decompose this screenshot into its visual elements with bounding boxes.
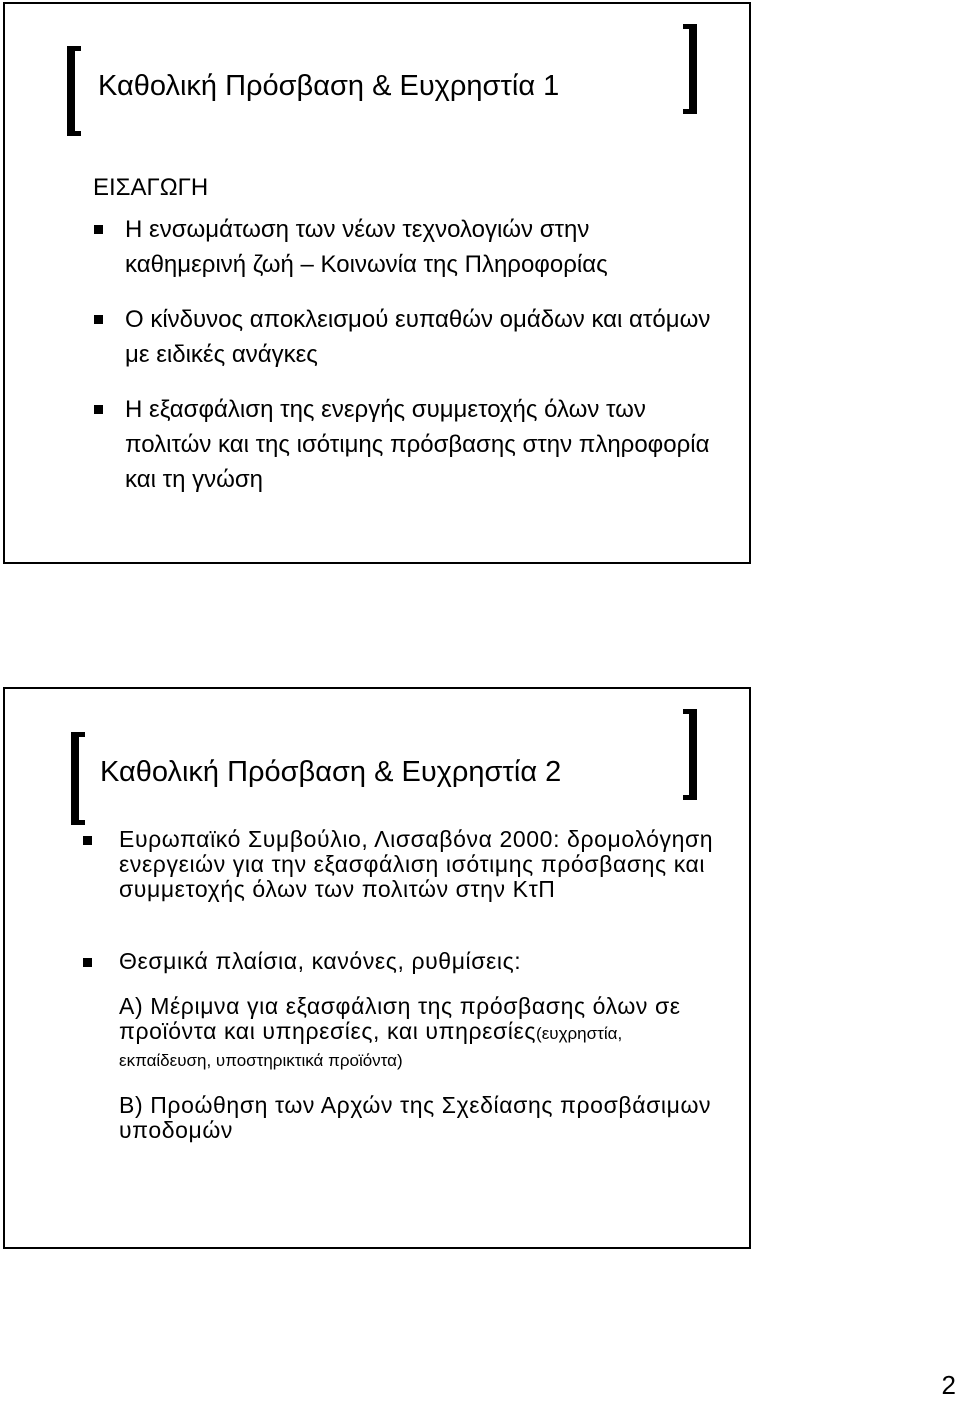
slide-title: Καθολική Πρόσβαση & Ευχρηστία 2 [100, 756, 562, 788]
bullet-sub-a: Α) Μέριμνα για εξασφάλιση της πρόσβασης όλων σε προϊόντα και υπηρεσίες, και υπηρεσίες [119, 993, 681, 1044]
bullet-text: Η ενσωμάτωση των νέων τεχνολογιών στην καθημερινή ζωή – Κοινωνία της Πληροφορίας [125, 216, 608, 278]
bullet-sub-b: Β) Προώθηση των Αρχών της Σχεδίασης προσβάσιμων υποδομών [119, 1092, 712, 1143]
bullet-item [5, 392, 715, 497]
square-bullet-icon [94, 405, 103, 414]
bullet-item [5, 212, 715, 282]
bullet-item [5, 949, 719, 1143]
title-left-bracket [67, 46, 81, 136]
bullet-heading: Θεσμικά πλαίσια, κανόνες, ρυθμίσεις: [119, 948, 522, 974]
square-bullet-icon [94, 225, 103, 234]
bullet-text: Η εξασφάλιση της ενεργής συμμετοχής όλων των πολιτών και της ισότιμης πρόσβασης στην πληροφορία και τη γνώση [125, 396, 710, 493]
title-right-bracket [683, 709, 697, 800]
bullet-item [5, 827, 719, 902]
section-label: ΕΙΣΑΓΩΓΗ [93, 174, 209, 201]
bullet-list [5, 827, 753, 1143]
bullet-text: Ο κίνδυνος αποκλεισμού ευπαθών ομάδων και ατόμων με ειδικές ανάγκες [125, 306, 711, 368]
square-bullet-icon [83, 958, 92, 967]
square-bullet-icon [94, 315, 103, 324]
bullet-sub-a-note: (ευχρηστία, εκπαίδευση, υποστηρικτικά προϊόντα) [119, 1024, 623, 1070]
slide-title: Καθολική Πρόσβαση & Ευχρηστία 1 [98, 70, 560, 102]
bullet-list [5, 212, 753, 517]
page-number: 2 [941, 1370, 956, 1400]
title-left-bracket [71, 732, 85, 825]
bullet-item [5, 302, 715, 372]
square-bullet-icon [83, 836, 92, 845]
slide-2 [3, 687, 751, 1249]
bullet-text: Ευρωπαϊκό Συμβούλιο, Λισσαβόνα 2000: δρομολόγηση ενεργειών για την εξασφάλιση ισότιμης πρόσβασης και συμμετοχής όλων των πολιτών στην ΚτΠ [119, 826, 714, 902]
title-right-bracket [683, 24, 697, 114]
slide-1 [3, 2, 751, 564]
